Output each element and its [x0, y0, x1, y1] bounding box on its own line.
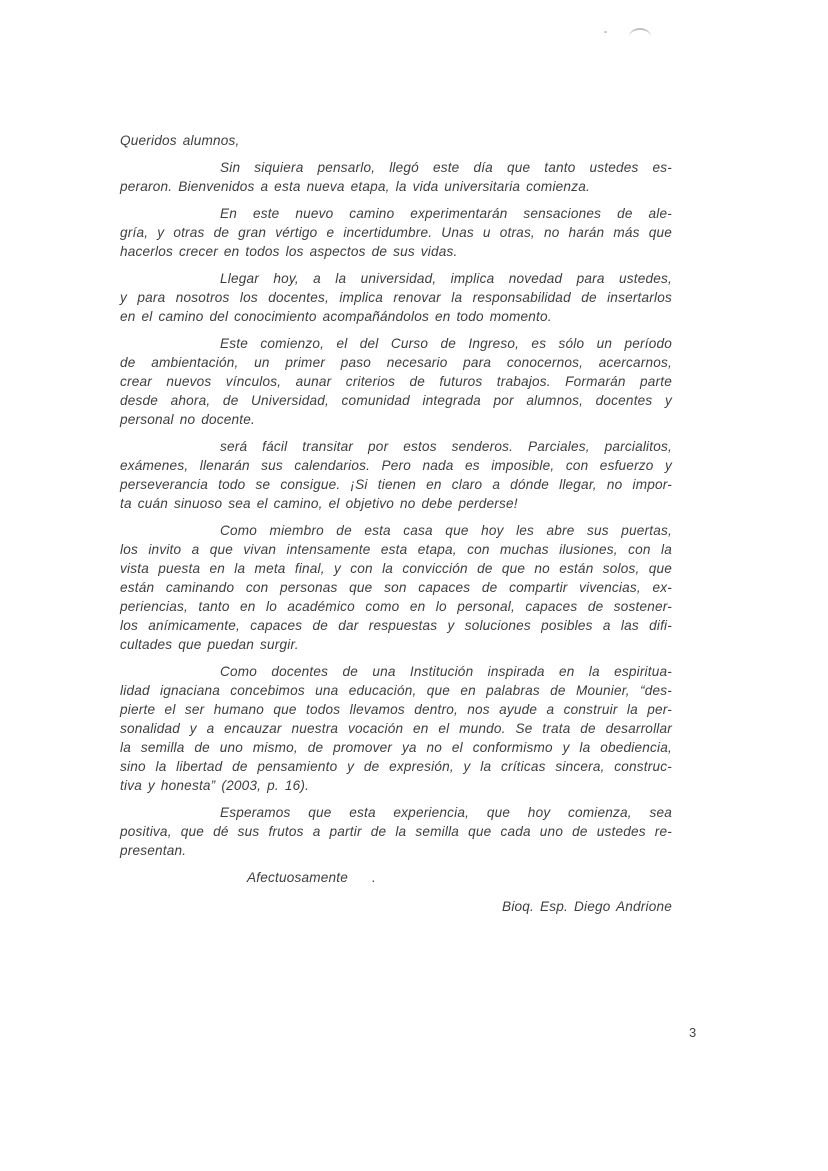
- paragraph-line: en el camino del conocimiento acompañándolos en todo momento.: [120, 309, 552, 324]
- letter: [120, 131, 672, 916]
- paragraph-line: periencias, tanto en lo académico como en lo personal, capaces de sostener-: [120, 599, 672, 614]
- paragraph-line: Como miembro de esta casa que hoy les abre sus puertas,: [220, 523, 672, 538]
- letter-signature: Bioq. Esp. Diego Andrione: [502, 899, 672, 914]
- paragraph-line: gría, y otras de gran vértigo e incertidumbre. Unas u otras, no harán más que: [120, 225, 672, 240]
- paragraph-line: perseverancia todo se consigue. ¡Si tienen en claro a dónde llegar, no impor-: [120, 477, 672, 492]
- paragraph-line: peraron. Bienvenidos a esta nueva etapa, la vida universitaria comienza.: [120, 179, 590, 194]
- paragraph-line: lidad ignaciana concebimos una educación, que en palabras de Mounier, “des-: [120, 683, 672, 698]
- paragraph-line: ta cuán sinuoso sea el camino, el objetivo no debe perderse!: [120, 496, 518, 511]
- paragraph-line: crear nuevos vínculos, aunar criterios de futuros trabajos. Formarán parte: [120, 374, 672, 389]
- paragraph-line: hacerlos crecer en todos los aspectos de sus vidas.: [120, 244, 458, 259]
- paragraph-line: personal no docente.: [120, 412, 255, 427]
- letter-closing: Afectuosamente .: [247, 870, 376, 885]
- paragraph-line: Esperamos que esta experiencia, que hoy comienza, sea: [220, 805, 672, 820]
- paragraph: [120, 803, 672, 860]
- paragraph-line: los anímicamente, capaces de dar respuestas y soluciones posibles a las difi-: [120, 618, 672, 633]
- page-number: 3: [689, 1025, 697, 1040]
- paragraph-line: será fácil transitar por estos senderos. Parciales, parcialitos,: [220, 439, 672, 454]
- scan-artifact-dot: [604, 31, 607, 33]
- paragraph-line: de ambientación, un primer paso necesario para conocernos, acercarnos,: [120, 355, 672, 370]
- paragraph: [120, 437, 672, 513]
- paragraph-line: vista puesta en la meta final, y con la convicción de que no están solos, que: [120, 561, 672, 576]
- paragraph-line: Como docentes de una Institución inspirada en la espiritua-: [220, 664, 672, 679]
- paragraph-line: En este nuevo camino experimentarán sensaciones de ale-: [220, 206, 672, 221]
- paragraph-line: cultades que puedan surgir.: [120, 637, 299, 652]
- paragraph-line: la semilla de uno mismo, de promover ya no el conformismo y la obediencia,: [120, 740, 672, 755]
- paragraph-line: exámenes, llenarán sus calendarios. Pero nada es imposible, con esfuerzo y: [120, 458, 672, 473]
- paragraph-line: Llegar hoy, a la universidad, implica novedad para ustedes,: [220, 271, 672, 286]
- paragraph: [120, 521, 672, 654]
- paragraph-line: y para nosotros los docentes, implica renovar la responsabilidad de insertarlos: [120, 290, 672, 305]
- paragraph-line: pierte el ser humano que todos llevamos dentro, nos ayude a construir la per-: [120, 702, 672, 717]
- paragraph-line: presentan.: [120, 843, 187, 858]
- paragraph: [120, 269, 672, 326]
- paragraph-line: los invito a que vivan intensamente esta etapa, con muchas ilusiones, con la: [120, 542, 672, 557]
- paragraph-line: están caminando con personas que son capaces de compartir vivencias, ex-: [120, 580, 672, 595]
- paragraph: [120, 662, 672, 795]
- paragraph-line: positiva, que dé sus frutos a partir de la semilla que cada uno de ustedes re-: [120, 824, 672, 839]
- letter-body: [120, 158, 672, 860]
- paragraph-line: tiva y honesta” (2003, p. 16).: [120, 778, 310, 793]
- paragraph-line: Sin siquiera pensarlo, llegó este día que tanto ustedes es-: [220, 160, 672, 175]
- paragraph-line: Este comienzo, el del Curso de Ingreso, es sólo un período: [220, 336, 672, 351]
- paragraph: [120, 158, 672, 196]
- paragraph-line: sino la libertad de pensamiento y de expresión, y la críticas sincera, construc-: [120, 759, 672, 774]
- paragraph-line: sonalidad y a encauzar nuestra vocación en el mundo. Se trata de desarrollar: [120, 721, 672, 736]
- scan-artifact-mark: [629, 28, 651, 37]
- paragraph: [120, 204, 672, 261]
- letter-greeting: Queridos alumnos,: [120, 133, 240, 148]
- paragraph: [120, 334, 672, 429]
- paragraph-line: desde ahora, de Universidad, comunidad integrada por alumnos, docentes y: [120, 393, 672, 408]
